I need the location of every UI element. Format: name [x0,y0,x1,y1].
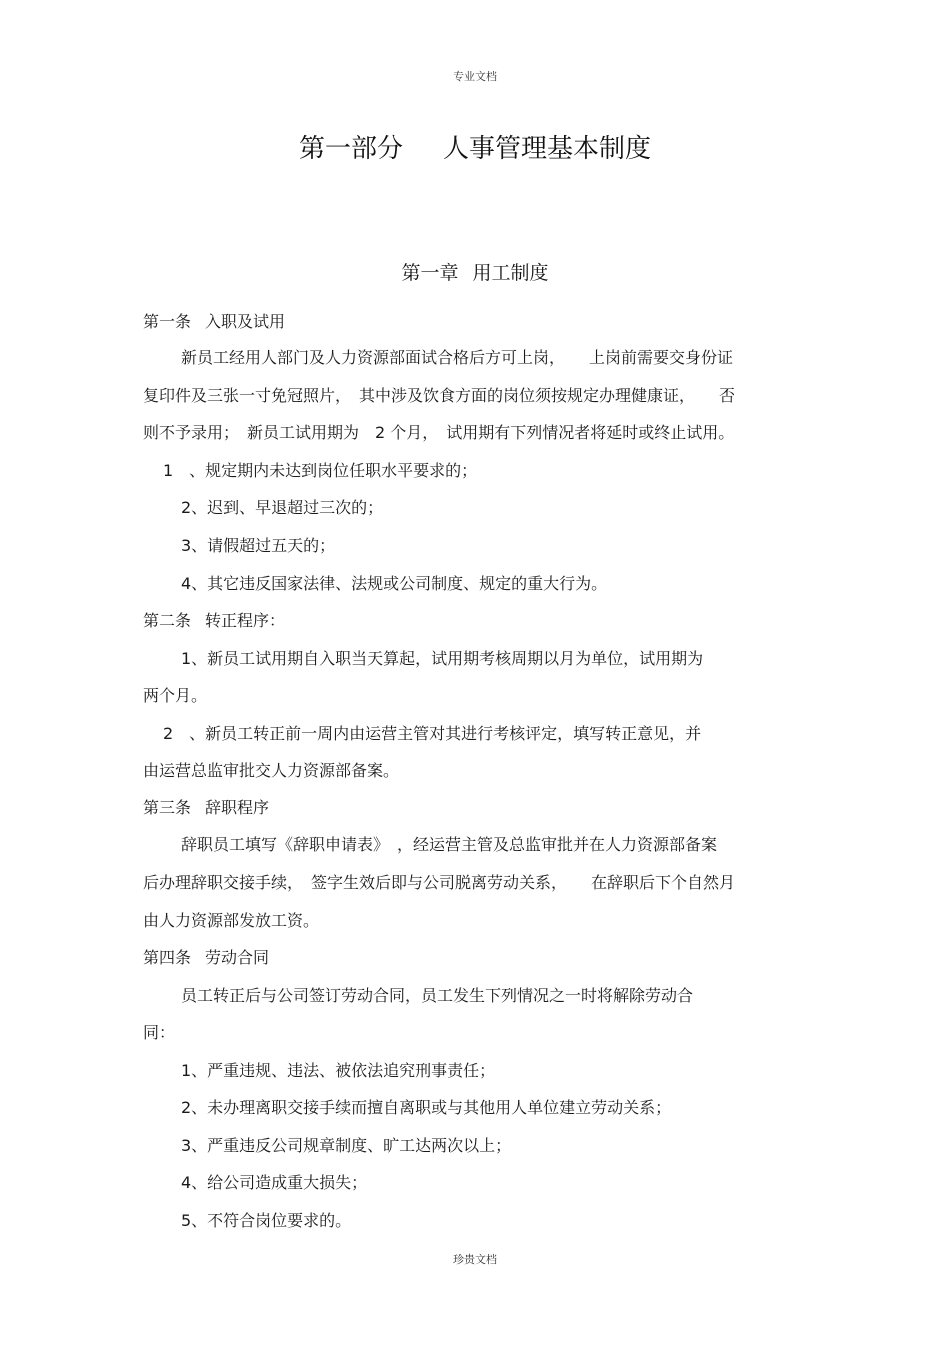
list-item: 4、其它违反国家法律、法规或公司制度、规定的重大行为。 [181,574,608,593]
paragraph-line: 两个月。 [143,686,208,705]
article-title: 劳动合同 [205,948,270,967]
list-item: 5、不符合岗位要求的。 [181,1211,352,1230]
part-heading: 人事管理基本制度 [443,134,652,164]
chapter-heading: 用工制度 [472,262,549,284]
paragraph-line: 1、新员工试用期自入职当天算起，试用期考核周期以月为单位，试用期为 [181,649,704,668]
article-heading [143,312,285,332]
article-heading [143,948,269,968]
paragraph-line: 复印件及三张一寸免冠照片， 其中涉及饮食方面的岗位须按规定办理健康证， 否 [143,386,736,405]
paragraph-line: 由人力资源部发放工资。 [143,911,320,930]
paragraph-line: 辞职员工填写《辞职申请表》 ，经运营主管及总监审批并在人力资源部备案 [181,835,718,854]
paragraph-line: 由运营总监审批交人力资源部备案。 [143,761,400,780]
paragraph-line: 2 、新员工转正前一周内由运营主管对其进行考核评定，填写转正意见，并 [163,724,702,743]
article-heading [143,611,285,631]
list-item: 2、迟到、早退超过三次的； [181,498,384,517]
list-item: 4、给公司造成重大损失； [181,1173,368,1192]
article-number: 第二条 [143,611,192,630]
paragraph-line: 新员工经用人部门及人力资源部面试合格后方可上岗， 上岗前需要交身份证 [181,348,734,367]
list-item: 3、请假超过五天的； [181,536,336,555]
article-title: 入职及试用 [205,312,286,331]
paragraph-line: 员工转正后与公司签订劳动合同，员工发生下列情况之一时将解除劳动合 [181,986,694,1005]
article-number: 第三条 [143,798,192,817]
article-number: 第一条 [143,312,192,331]
list-item: 1 、规定期内未达到岗位任职水平要求的； [163,461,478,480]
paragraph-line: 则不予录用； 新员工试用期为 2 个月， 试用期有下列情况者将延时或终止试用。 [143,423,735,442]
article-number: 第四条 [143,948,192,967]
part-number: 第一部分 [298,134,403,164]
paragraph-line: 同： [143,1023,176,1042]
page-header-note: 专业文档 [453,70,497,83]
paragraph-line: 后办理辞职交接手续， 签字生效后即与公司脱离劳动关系， 在辞职后下个自然月 [143,873,736,892]
list-item: 3、严重违反公司规章制度、旷工达两次以上； [181,1136,512,1155]
chapter-title [0,258,950,285]
chapter-number: 第一章 [401,262,459,284]
list-item: 1、严重违规、违法、被依法追究刑事责任； [181,1061,496,1080]
article-title: 辞职程序 [205,798,270,817]
article-heading [143,798,269,818]
page-footer-note: 珍贵文档 [453,1253,497,1266]
list-item: 2、未办理离职交接手续而擅自离职或与其他用人单位建立劳动关系； [181,1098,672,1117]
article-title: 转正程序： [205,611,286,630]
part-title [0,128,950,165]
